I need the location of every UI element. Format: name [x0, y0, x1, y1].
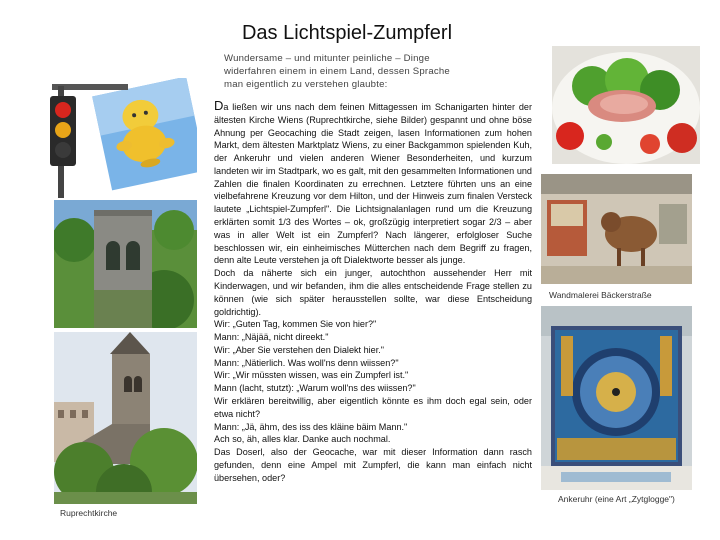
traffic-light-icon: [50, 96, 76, 166]
dialogue-line: Wir: „Wir müssten wissen, was ein Zumpferl ist.": [214, 370, 409, 381]
salad-photo: [552, 46, 700, 164]
clock-icon: [572, 348, 660, 436]
body-paragraph: Das Doserl, also der Geocache, war mit dieser Information dann rasch gefunden, denn eine Ampel mit Zumpferl, die kann man einfach nicht übersehen, oder?: [214, 447, 532, 483]
dialogue-line: Wir: „Guten Tag, kommen Sie von hier?": [214, 319, 377, 330]
slide-subtitle: Wundersame – und mitunter peinliche – Dinge widerfahren einem in einem Land, dessen Sprache man eigentlich zu verstehen glaubte:: [224, 53, 450, 90]
church-window-photo: [54, 200, 197, 328]
dialogue-line: Ach so, äh, alles klar. Danke auch nochmal.: [214, 434, 391, 445]
dialogue-line: Mann (lacht, stutzt): „Warum woll'ns des wiissen?": [214, 383, 416, 394]
dialogue-line: Wir erklären bereitwillig, aber eigentlich könnte es ihm doch egal sein, oder etwa nicht?: [214, 395, 532, 419]
traffic-light-photo: [22, 78, 197, 198]
painting-icon: [541, 174, 692, 284]
dialogue-line: Mann: „Nätierlich. Was woll'ns denn wiissen?": [214, 357, 399, 368]
dialogue-line: Wir: „Aber Sie verstehen den Dialekt hier.": [214, 344, 385, 355]
body-drop-cap: D: [214, 98, 224, 113]
church-window-icon: [106, 241, 140, 270]
ruprechtkirche-photo: [54, 332, 197, 504]
anker-clock-photo: [541, 306, 692, 490]
body-paragraph: Da ließen wir uns nach dem feinen Mittagessen im Schanigarten hinter der ältesten Kirche Wiens (Ruprechtkirche, siehe Bilder) gespannt und ohne böse Ahnung per Geocaching die Stadt zeigen, lasen Informationen zum hohen Markt, dem ältesten Marktplatz Wiens, zu einer Backgammon spielenden Kuh, der Ankeruhr und vielen anderen Wiener Besonderheiten, und kurzum landeten wir im Stadtpark, wo es galt, mit den gesammelten Informationen und Zahlen die finalen Koordinaten zu errechnen. Letztere führten uns an eine vielbefahrene Kreuzung vor dem Hilton, und der Hinweis zum finalen Versteck lautete „Lichtspiel-Zumpferl". Die Lichtsignalanlagen rund um die Kreuzung erklärten somit 1/3 des Wortes – ok, großzügig interpretiert sogar 2/3 – aber was in aller Welt ist ein Zumpferl? Nach längerer, erfolgloser Suche beschlossen wir, ein einheimisches Mütterchen nach dem Begriff zu fragen, denn alte Leute verstehen ja oft Dialektworte besser als junge.: [214, 98, 532, 266]
body-paragraph: Doch da näherte sich ein junger, autochthon aussehender Herr mit Kinderwagen, und wir befanden, ihm die alles entscheidende Frage stellen zu können (wie sich später herausstellen sollte, war diese Entscheidung goldrichtig).: [214, 268, 532, 317]
caption-ankeruhr: Ankeruhr (eine Art „Zytglogge"): [558, 494, 675, 504]
food-icon: [552, 46, 700, 164]
slide-title: Das Lichtspiel-Zumpferl: [241, 22, 453, 44]
caption-ruprechtkirche: Ruprechtkirche: [60, 508, 118, 518]
body-text: [214, 100, 532, 484]
dialogue-line: Mann: „Näjää, nicht direekt.": [214, 332, 329, 343]
wall-painting-photo: [541, 174, 692, 284]
caption-wandmalerei: Wandmalerei Bäckerstraße: [549, 290, 652, 300]
dialogue-line: Mann: „Jä, ähm, des iss des kläine bäim Mann.": [214, 421, 408, 432]
